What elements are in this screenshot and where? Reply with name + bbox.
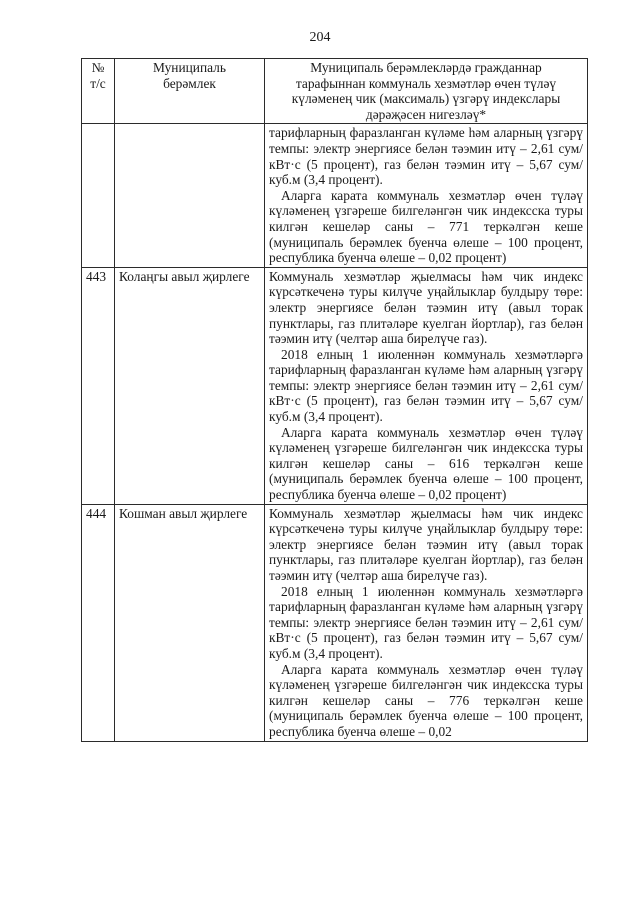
- paragraph: Аларга карата коммуналь хезмәтләр өчен түләү күләменең үзгәреше билгеләнгән чик индексска туры килгән кешеләр саны – 616 теркәлгән кеше (муниципаль берәмлек буенча өлеше – 100 процент, республика буенча өлеше – 0,02 процент): [269, 424, 583, 503]
- municipality-name: [115, 124, 265, 267]
- row-number: 443: [82, 267, 115, 504]
- paragraph: Коммуналь хезмәтләр җыелмасы һәм чик индекс күрсәткеченә туры килүче уңайлыклар булдыру төре: электр энергиясе белән тәэмин итү (авыл торак пунктлары, газ плитәләре куелган йортлар), газ белән тәэмин итү (челтәр аша бирелүче газ).: [269, 505, 583, 583]
- table-header-row: [82, 59, 588, 124]
- row-number: 444: [82, 504, 115, 741]
- paragraph: Аларга карата коммуналь хезмәтләр өчен түләү күләменең үзгәреше билгеләнгән чик индексска туры килгән кешеләр саны – 776 теркәлгән кеше (муниципаль берәмлек буенча өлеше – 100 процент, республика буенча өлеше – 0,02: [269, 661, 583, 739]
- paragraph: 2018 елның 1 июленнән коммуналь хезмәтләргә тарифларның фаразланган күләме һәм аларның үзгәрү темпы: электр энергиясе белән тәэмин итү – 2,61 сум/кВт·с (5 процент), газ белән тәэмин итү – 5,67 сум/куб.м (3,4 процент).: [269, 583, 583, 661]
- paragraph: тарифларның фаразланган күләме һәм аларның үзгәрү темпы: электр энергиясе белән тәэмин итү – 2,61 сум/кВт·с (5 процент), газ белән тәэмин итү – 5,67 сум/куб.м (3,4 процент).: [269, 125, 583, 188]
- justification-cell: [265, 267, 588, 504]
- justification-cell: [265, 504, 588, 741]
- paragraph: Коммуналь хезмәтләр җыелмасы һәм чик индекс күрсәткеченә туры килүче уңайлыклар булдыру төре: электр энергиясе белән тәэмин итү (авыл торак пунктлары, газ плитәләре куелган йортлар), газ белән тәэмин итү (челтәр аша бирелүче газ).: [269, 268, 583, 347]
- table-row: [82, 124, 588, 267]
- table-row: [82, 504, 588, 741]
- justification-cell: [265, 124, 588, 267]
- header-number: № т/с: [82, 59, 115, 124]
- paragraph: Аларга карата коммуналь хезмәтләр өчен түләү күләменең үзгәреше билгеләнгән чик индексска туры килгән кешеләр саны – 771 теркәлгән кеше (муниципаль берәмлек буенча өлеше – 100 процент, республика буенча өлеше – 0,02 процент): [269, 187, 583, 266]
- paragraph: 2018 елның 1 июленнән коммуналь хезмәтләргә тарифларның фаразланган күләме һәм аларның үзгәрү темпы: электр энергиясе белән тәэмин итү – 2,61 сум/кВт·с (5 процент), газ белән тәэмин итү – 5,67 сум/куб.м (3,4 процент).: [269, 346, 583, 425]
- table-row: [82, 267, 588, 504]
- municipality-name: Колаңгы авыл җирлеге: [115, 267, 265, 504]
- municipality-name: Кошман авыл җирлеге: [115, 504, 265, 741]
- header-justification: Муниципаль берәмлекләрдә гражданнар тарафыннан коммуналь хезмәтләр өчен түләү күләменең чик (максималь) үзгәрү индекслары дәрәҗәсен нигезләү*: [265, 59, 588, 124]
- header-municipality: Муниципаль берәмлек: [115, 59, 265, 124]
- indices-table: [81, 58, 588, 742]
- page-number: 204: [309, 30, 331, 45]
- row-number: [82, 124, 115, 267]
